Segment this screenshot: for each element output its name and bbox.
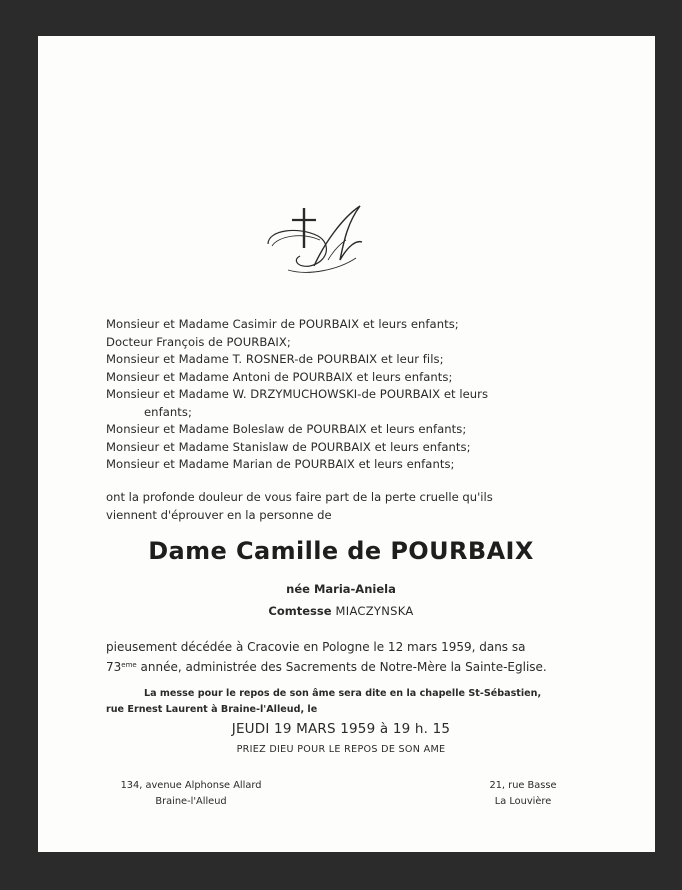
address-left-town: Braine-l'Alleud [155, 796, 227, 807]
address-right [468, 778, 578, 810]
mass-line-1: La messe pour le repos de son âme sera dite en la chapelle St-Sébastien, [144, 688, 542, 699]
prayer-request: PRIEZ DIEU POUR LE REPOS DE SON AME [236, 744, 446, 755]
family-line-continuation: enfants; [144, 404, 192, 419]
announcement-intro [106, 488, 572, 524]
death-line-2 [106, 656, 572, 676]
family-line: Monsieur et Madame Boleslaw de POURBAIX et leurs enfants; [106, 422, 467, 436]
family-line: Docteur François de POURBAIX; [106, 334, 291, 349]
age-ordinal: eme [121, 661, 137, 669]
mass-line-2: rue Ernest Laurent à Braine-l'Alleud, le [106, 704, 318, 715]
family-line: Monsieur et Madame Stanislaw de POURBAIX et leurs enfants; [106, 439, 471, 454]
address-right-town: La Louvière [494, 796, 552, 807]
family-line: Monsieur et Madame T. ROSNER-de POURBAIX et leur fils; [106, 352, 444, 366]
address-left [106, 778, 276, 810]
death-notice [106, 638, 572, 676]
death-line-1: pieusement décédée à Cracovie en Pologne le 12 mars 1959, dans sa [106, 640, 526, 654]
family-line: Monsieur et Madame Antoni de POURBAIX et leurs enfants; [106, 369, 453, 384]
intro-line-1: ont la profonde douleur de vous faire part de la perte cruelle qu'ils [106, 490, 493, 504]
cross-monogram-icon [258, 200, 378, 280]
address-left-street: 134, avenue Alphonse Allard [120, 780, 262, 791]
family-line: Monsieur et Madame Casimir de POURBAIX et leurs enfants; [106, 317, 459, 331]
family-list [106, 316, 576, 474]
family-line: Monsieur et Madame Marian de POURBAIX et leurs enfants; [106, 457, 455, 471]
intro-line-2: viennent d'éprouver en la personne de [106, 508, 332, 522]
address-right-street: 21, rue Basse [489, 780, 557, 791]
title-word: Comtesse [268, 604, 332, 618]
mass-date: JEUDI 19 MARS 1959 à 19 h. 15 [231, 721, 451, 737]
age-number: 73 [106, 660, 122, 674]
mass-notice [106, 686, 576, 718]
cross-monogram-seal [258, 200, 378, 280]
deceased-name: Dame Camille de POURBAIX [148, 537, 534, 565]
maiden-name: née Maria-Aniela [286, 582, 396, 596]
title-family-name: MIACZYNSKA [335, 604, 414, 618]
death-line-2-rest: année, administrée des Sacrements de Notre-Mère la Sainte-Eglise. [136, 660, 547, 674]
noble-title [0, 604, 682, 618]
family-line: Monsieur et Madame W. DRZYMUCHOWSKI-de POURBAIX et leurs [106, 387, 489, 401]
